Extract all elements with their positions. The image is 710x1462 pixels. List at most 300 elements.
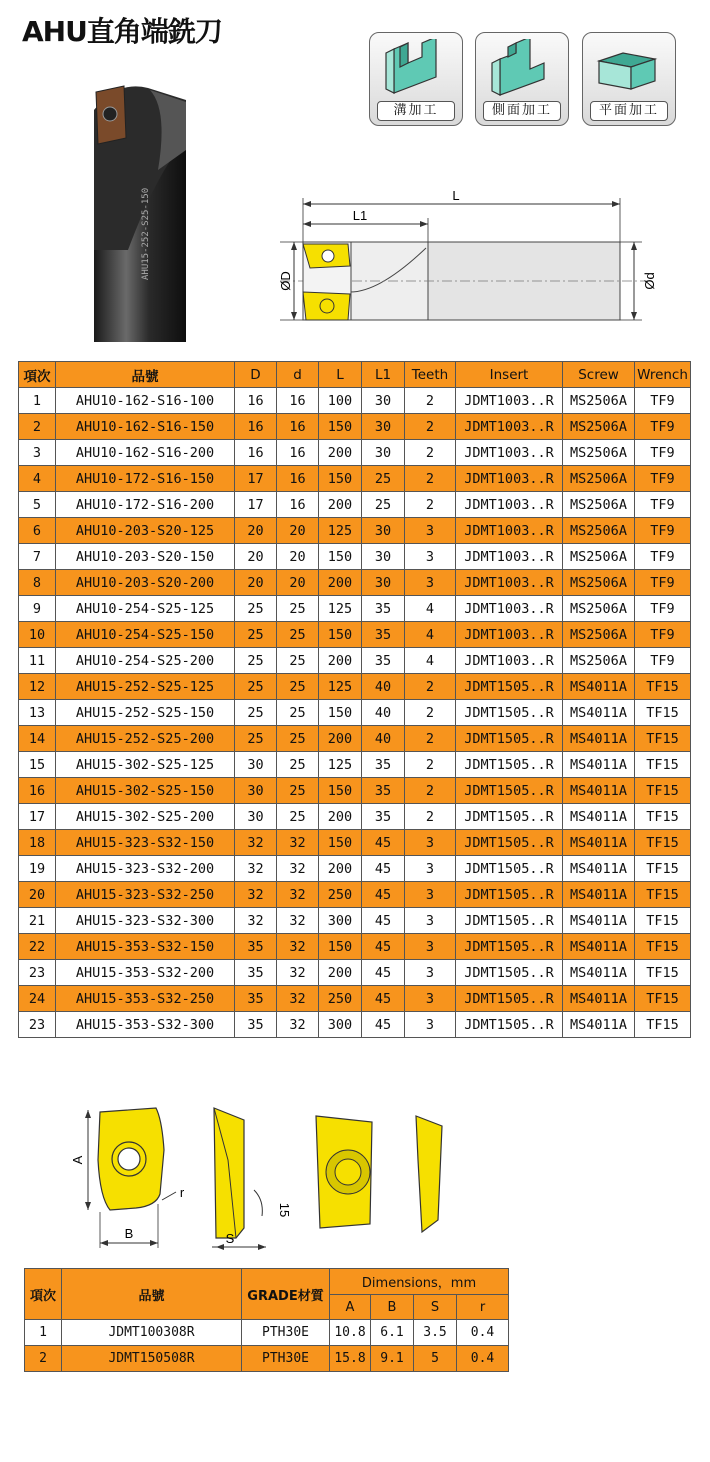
- table-cell: 30: [362, 440, 405, 466]
- table-cell: TF9: [635, 414, 691, 440]
- table-cell: MS2506A: [563, 518, 635, 544]
- table-cell: 30: [362, 518, 405, 544]
- table-cell: 25: [235, 674, 277, 700]
- table-cell: 250: [319, 882, 362, 908]
- table-cell: 45: [362, 986, 405, 1012]
- photo-engraving: AHU15-252-S25-150: [141, 187, 151, 280]
- table-cell: TF15: [635, 856, 691, 882]
- table-cell: 2: [405, 752, 456, 778]
- table-cell: 2: [405, 440, 456, 466]
- table-cell: 25: [277, 752, 319, 778]
- table-cell: AHU10-162-S16-200: [56, 440, 235, 466]
- table-row: [19, 882, 691, 908]
- table-cell: 125: [319, 674, 362, 700]
- table-cell: MS4011A: [563, 804, 635, 830]
- table-cell: 150: [319, 466, 362, 492]
- table-cell: AHU10-254-S25-150: [56, 622, 235, 648]
- table-cell: 5: [19, 492, 56, 518]
- end-mill-photo: [88, 80, 196, 342]
- table-cell: 25: [235, 726, 277, 752]
- insert-dim-angle: 15: [277, 1202, 292, 1218]
- table-cell: JDMT1003..R: [456, 388, 563, 414]
- table-cell: 13: [19, 700, 56, 726]
- table-cell: 150: [319, 622, 362, 648]
- table-row: [19, 908, 691, 934]
- table-cell: MS4011A: [563, 856, 635, 882]
- table-cell: MS4011A: [563, 726, 635, 752]
- page-title: AHU直角端銑刀: [22, 15, 222, 48]
- table-cell: 25: [362, 492, 405, 518]
- end-mill-drawing: [270, 180, 660, 330]
- table-cell: JDMT1505..R: [456, 856, 563, 882]
- table-cell: 23: [19, 960, 56, 986]
- table-cell: 3: [405, 1012, 456, 1038]
- table-cell: MS4011A: [563, 778, 635, 804]
- table-cell: MS2506A: [563, 466, 635, 492]
- table-cell: 150: [319, 414, 362, 440]
- table-cell: MS2506A: [563, 414, 635, 440]
- table-cell: AHU15-302-S25-200: [56, 804, 235, 830]
- table-row: [19, 934, 691, 960]
- table-cell: MS4011A: [563, 960, 635, 986]
- process-face: [582, 32, 676, 126]
- table-cell: 20: [277, 544, 319, 570]
- insert-col-part: 品號: [62, 1269, 242, 1320]
- table-cell: 1: [19, 388, 56, 414]
- table-cell: 2: [405, 388, 456, 414]
- insert-table: [24, 1268, 509, 1372]
- table-cell: 200: [319, 570, 362, 596]
- spec-table-header: [19, 362, 691, 388]
- table-cell: 16: [277, 388, 319, 414]
- table-cell: 16: [277, 492, 319, 518]
- table-cell: 0.4: [457, 1320, 509, 1346]
- table-cell: MS4011A: [563, 700, 635, 726]
- table-cell: 25: [235, 596, 277, 622]
- insert-col-r: r: [457, 1295, 509, 1320]
- table-cell: TF9: [635, 518, 691, 544]
- table-cell: 2: [405, 466, 456, 492]
- table-cell: 35: [362, 752, 405, 778]
- table-cell: MS2506A: [563, 570, 635, 596]
- table-cell: 32: [277, 856, 319, 882]
- insert-col-dims: Dimensions，mm: [330, 1269, 509, 1295]
- table-cell: 32: [277, 934, 319, 960]
- table-cell: TF9: [635, 466, 691, 492]
- table-cell: TF9: [635, 440, 691, 466]
- insert-dim-A: A: [70, 1155, 85, 1165]
- table-row: [19, 700, 691, 726]
- table-cell: MS2506A: [563, 648, 635, 674]
- table-cell: 100: [319, 388, 362, 414]
- table-cell: AHU15-353-S32-200: [56, 960, 235, 986]
- table-cell: MS2506A: [563, 544, 635, 570]
- table-cell: PTH30E: [242, 1346, 330, 1372]
- table-cell: TF15: [635, 804, 691, 830]
- table-cell: 32: [277, 1012, 319, 1038]
- col-header: Teeth: [405, 362, 456, 388]
- table-cell: TF9: [635, 570, 691, 596]
- table-cell: 35: [362, 622, 405, 648]
- table-cell: JDMT1505..R: [456, 674, 563, 700]
- table-cell: JDMT1003..R: [456, 544, 563, 570]
- table-cell: 9: [19, 596, 56, 622]
- table-cell: 125: [319, 752, 362, 778]
- table-cell: 200: [319, 804, 362, 830]
- table-row: [19, 466, 691, 492]
- table-cell: AHU15-252-S25-200: [56, 726, 235, 752]
- table-cell: 7: [19, 544, 56, 570]
- table-cell: 32: [277, 830, 319, 856]
- table-cell: JDMT1505..R: [456, 804, 563, 830]
- table-cell: AHU15-302-S25-150: [56, 778, 235, 804]
- table-cell: 125: [319, 596, 362, 622]
- table-cell: 17: [235, 466, 277, 492]
- table-cell: 25: [235, 648, 277, 674]
- table-cell: 14: [19, 726, 56, 752]
- spec-table-body: [19, 388, 691, 1038]
- table-cell: JDMT1505..R: [456, 700, 563, 726]
- table-cell: 300: [319, 1012, 362, 1038]
- table-cell: 35: [362, 778, 405, 804]
- table-cell: 150: [319, 544, 362, 570]
- table-cell: AHU15-252-S25-125: [56, 674, 235, 700]
- table-row: [19, 960, 691, 986]
- table-cell: AHU10-162-S16-150: [56, 414, 235, 440]
- dim-L-label: L: [452, 188, 460, 203]
- dim-d-label: Ød: [642, 272, 657, 290]
- table-cell: 9.1: [371, 1346, 414, 1372]
- table-cell: JDMT1505..R: [456, 882, 563, 908]
- table-cell: 16: [277, 466, 319, 492]
- table-cell: 32: [277, 986, 319, 1012]
- table-cell: AHU10-172-S16-200: [56, 492, 235, 518]
- dim-L1-label: L1: [352, 208, 368, 223]
- table-cell: 17: [19, 804, 56, 830]
- col-header: Wrench: [635, 362, 691, 388]
- table-row: [19, 544, 691, 570]
- table-cell: TF15: [635, 674, 691, 700]
- table-cell: 25: [235, 622, 277, 648]
- table-cell: 0.4: [457, 1346, 509, 1372]
- table-cell: AHU15-323-S32-150: [56, 830, 235, 856]
- insert-col-A: A: [330, 1295, 371, 1320]
- table-cell: JDMT100308R: [62, 1320, 242, 1346]
- table-row: [19, 518, 691, 544]
- face-icon: [593, 39, 665, 97]
- table-cell: JDMT1003..R: [456, 492, 563, 518]
- table-cell: 3: [405, 830, 456, 856]
- insert-col-item: 項次: [25, 1269, 62, 1320]
- table-cell: 2: [405, 726, 456, 752]
- process-label: 平面加工: [590, 101, 668, 121]
- table-cell: AHU10-203-S20-150: [56, 544, 235, 570]
- table-cell: 20: [277, 570, 319, 596]
- table-cell: MS4011A: [563, 934, 635, 960]
- table-cell: MS2506A: [563, 440, 635, 466]
- table-row: [19, 830, 691, 856]
- table-cell: 20: [235, 518, 277, 544]
- table-cell: 25: [277, 726, 319, 752]
- table-row: [19, 752, 691, 778]
- table-cell: MS2506A: [563, 622, 635, 648]
- table-cell: 2: [19, 414, 56, 440]
- table-cell: TF9: [635, 388, 691, 414]
- table-cell: 19: [19, 856, 56, 882]
- table-cell: 40: [362, 674, 405, 700]
- insert-dim-S: S: [225, 1231, 235, 1246]
- table-cell: JDMT1003..R: [456, 622, 563, 648]
- table-cell: 11: [19, 648, 56, 674]
- table-cell: 10: [19, 622, 56, 648]
- table-cell: 3: [405, 882, 456, 908]
- table-cell: 8: [19, 570, 56, 596]
- side-icon: [486, 39, 558, 97]
- table-cell: 20: [277, 518, 319, 544]
- table-cell: 3: [405, 518, 456, 544]
- table-cell: 2: [405, 674, 456, 700]
- table-row: [19, 674, 691, 700]
- table-cell: MS4011A: [563, 882, 635, 908]
- table-cell: 16: [277, 440, 319, 466]
- table-cell: JDMT150508R: [62, 1346, 242, 1372]
- table-row: [19, 648, 691, 674]
- table-cell: 45: [362, 908, 405, 934]
- table-cell: 150: [319, 700, 362, 726]
- table-cell: 25: [235, 700, 277, 726]
- table-cell: 200: [319, 492, 362, 518]
- table-cell: 35: [362, 596, 405, 622]
- process-label: 溝加工: [377, 101, 455, 121]
- table-row: [19, 388, 691, 414]
- table-row: [19, 856, 691, 882]
- table-cell: TF15: [635, 700, 691, 726]
- table-cell: 4: [405, 622, 456, 648]
- table-cell: 30: [235, 778, 277, 804]
- table-cell: 45: [362, 882, 405, 908]
- table-cell: 3: [19, 440, 56, 466]
- slot-icon: [380, 39, 452, 97]
- table-cell: JDMT1505..R: [456, 908, 563, 934]
- table-cell: TF15: [635, 778, 691, 804]
- table-cell: 150: [319, 830, 362, 856]
- table-cell: JDMT1003..R: [456, 518, 563, 544]
- dim-D-label: ØD: [278, 271, 293, 291]
- table-cell: 30: [362, 570, 405, 596]
- table-row: [19, 778, 691, 804]
- table-cell: JDMT1003..R: [456, 414, 563, 440]
- table-cell: 16: [235, 440, 277, 466]
- table-cell: 30: [362, 544, 405, 570]
- table-cell: AHU15-323-S32-200: [56, 856, 235, 882]
- table-cell: TF15: [635, 908, 691, 934]
- table-cell: MS2506A: [563, 492, 635, 518]
- table-cell: 40: [362, 700, 405, 726]
- table-cell: 45: [362, 960, 405, 986]
- table-row: [19, 570, 691, 596]
- table-cell: 32: [277, 882, 319, 908]
- table-row: [19, 986, 691, 1012]
- table-cell: 24: [19, 986, 56, 1012]
- table-cell: TF15: [635, 726, 691, 752]
- table-cell: 16: [235, 388, 277, 414]
- table-cell: 30: [235, 804, 277, 830]
- table-cell: 45: [362, 856, 405, 882]
- table-cell: 1: [25, 1320, 62, 1346]
- table-cell: MS2506A: [563, 596, 635, 622]
- table-cell: 45: [362, 934, 405, 960]
- process-slot: [369, 32, 463, 126]
- table-cell: 15: [19, 752, 56, 778]
- table-row: [25, 1346, 509, 1372]
- process-side: [475, 32, 569, 126]
- table-cell: TF9: [635, 596, 691, 622]
- table-cell: 32: [235, 882, 277, 908]
- table-cell: 200: [319, 648, 362, 674]
- table-cell: 32: [235, 830, 277, 856]
- table-cell: 4: [19, 466, 56, 492]
- table-cell: JDMT1505..R: [456, 726, 563, 752]
- col-header: Screw: [563, 362, 635, 388]
- table-cell: 15.8: [330, 1346, 371, 1372]
- table-cell: TF9: [635, 492, 691, 518]
- insert-dim-r: r: [179, 1185, 185, 1200]
- table-cell: 35: [362, 648, 405, 674]
- table-cell: 21: [19, 908, 56, 934]
- table-cell: AHU15-353-S32-150: [56, 934, 235, 960]
- table-cell: 250: [319, 986, 362, 1012]
- table-cell: AHU10-254-S25-125: [56, 596, 235, 622]
- table-cell: 200: [319, 960, 362, 986]
- table-cell: 150: [319, 934, 362, 960]
- table-cell: 23: [19, 1012, 56, 1038]
- table-cell: 35: [235, 934, 277, 960]
- table-cell: MS2506A: [563, 388, 635, 414]
- table-cell: 40: [362, 726, 405, 752]
- table-cell: AHU10-162-S16-100: [56, 388, 235, 414]
- table-cell: JDMT1505..R: [456, 960, 563, 986]
- table-cell: 35: [362, 804, 405, 830]
- table-cell: 17: [235, 492, 277, 518]
- table-cell: MS4011A: [563, 1012, 635, 1038]
- table-cell: AHU15-323-S32-300: [56, 908, 235, 934]
- table-cell: 5: [414, 1346, 457, 1372]
- table-cell: AHU15-353-S32-250: [56, 986, 235, 1012]
- table-cell: 32: [277, 908, 319, 934]
- table-cell: 2: [405, 804, 456, 830]
- table-cell: TF9: [635, 544, 691, 570]
- table-cell: 32: [277, 960, 319, 986]
- table-cell: 3: [405, 934, 456, 960]
- insert-dim-B: B: [124, 1226, 134, 1241]
- table-cell: 30: [235, 752, 277, 778]
- table-cell: TF15: [635, 986, 691, 1012]
- table-cell: JDMT1003..R: [456, 440, 563, 466]
- table-cell: 3: [405, 544, 456, 570]
- table-cell: TF15: [635, 882, 691, 908]
- table-cell: MS4011A: [563, 986, 635, 1012]
- table-cell: TF15: [635, 960, 691, 986]
- table-cell: 200: [319, 726, 362, 752]
- table-cell: 32: [235, 856, 277, 882]
- table-cell: 3.5: [414, 1320, 457, 1346]
- table-cell: 25: [277, 622, 319, 648]
- table-cell: MS4011A: [563, 674, 635, 700]
- table-row: [19, 622, 691, 648]
- table-cell: 25: [277, 804, 319, 830]
- table-cell: 16: [235, 414, 277, 440]
- table-cell: JDMT1003..R: [456, 570, 563, 596]
- table-cell: JDMT1003..R: [456, 648, 563, 674]
- table-cell: 300: [319, 908, 362, 934]
- table-cell: 25: [362, 466, 405, 492]
- insert-table-body: [25, 1320, 509, 1372]
- table-row: [19, 804, 691, 830]
- table-cell: 125: [319, 518, 362, 544]
- table-cell: 3: [405, 986, 456, 1012]
- table-cell: 2: [405, 700, 456, 726]
- table-cell: 22: [19, 934, 56, 960]
- table-cell: 3: [405, 570, 456, 596]
- table-cell: AHU15-323-S32-250: [56, 882, 235, 908]
- spec-table: [18, 361, 691, 1038]
- insert-col-S: S: [414, 1295, 457, 1320]
- table-cell: 2: [25, 1346, 62, 1372]
- table-cell: TF9: [635, 622, 691, 648]
- table-row: [19, 440, 691, 466]
- table-cell: 3: [405, 960, 456, 986]
- table-cell: 20: [19, 882, 56, 908]
- table-cell: AHU10-203-S20-125: [56, 518, 235, 544]
- table-cell: 200: [319, 440, 362, 466]
- table-cell: 35: [235, 986, 277, 1012]
- table-cell: 3: [405, 908, 456, 934]
- table-cell: 2: [405, 492, 456, 518]
- table-cell: 25: [277, 674, 319, 700]
- col-header: 品號: [56, 362, 235, 388]
- col-header: 項次: [19, 362, 56, 388]
- table-row: [19, 596, 691, 622]
- table-row: [19, 414, 691, 440]
- table-cell: JDMT1505..R: [456, 778, 563, 804]
- table-cell: TF15: [635, 934, 691, 960]
- table-row: [19, 1012, 691, 1038]
- table-cell: 12: [19, 674, 56, 700]
- table-cell: AHU15-302-S25-125: [56, 752, 235, 778]
- table-cell: AHU10-203-S20-200: [56, 570, 235, 596]
- col-header: d: [277, 362, 319, 388]
- process-label: 側面加工: [483, 101, 561, 121]
- col-header: Insert: [456, 362, 563, 388]
- table-cell: 6: [19, 518, 56, 544]
- table-cell: 30: [362, 414, 405, 440]
- insert-drawing: [66, 1100, 486, 1250]
- table-cell: JDMT1003..R: [456, 466, 563, 492]
- table-cell: 6.1: [371, 1320, 414, 1346]
- table-cell: JDMT1505..R: [456, 986, 563, 1012]
- table-cell: AHU10-172-S16-150: [56, 466, 235, 492]
- table-cell: 18: [19, 830, 56, 856]
- table-cell: MS4011A: [563, 830, 635, 856]
- table-cell: JDMT1505..R: [456, 752, 563, 778]
- table-cell: 35: [235, 1012, 277, 1038]
- table-cell: 16: [277, 414, 319, 440]
- table-cell: 4: [405, 596, 456, 622]
- table-cell: 10.8: [330, 1320, 371, 1346]
- table-cell: 45: [362, 1012, 405, 1038]
- table-cell: TF15: [635, 1012, 691, 1038]
- table-cell: 150: [319, 778, 362, 804]
